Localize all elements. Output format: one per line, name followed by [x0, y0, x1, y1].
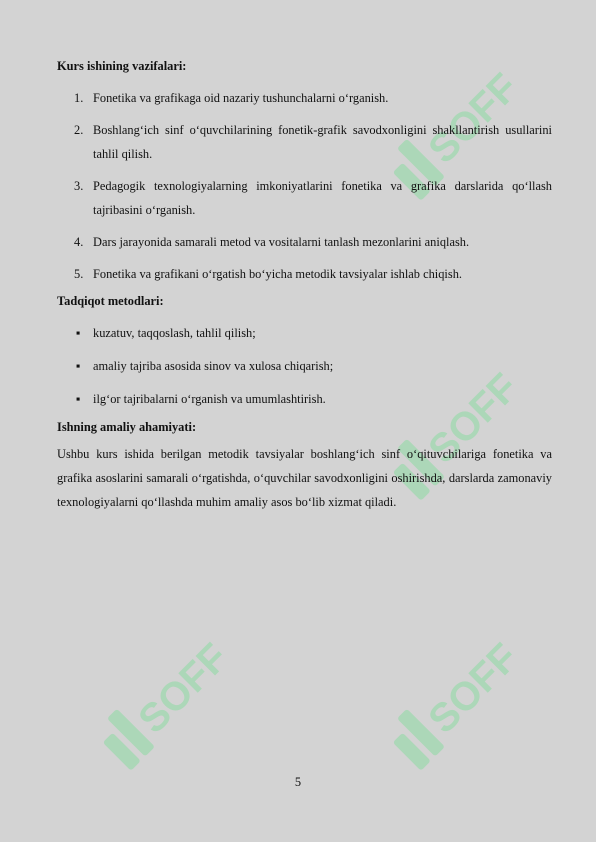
bullet-icon: ▪ — [76, 392, 81, 406]
watermark-text: SOFF — [420, 635, 525, 742]
list-item-text: Fonetika va grafikani o‘rgatish bo‘yicha metodik tavsiyalar ishlab chiqish. — [93, 267, 462, 281]
tasks-list — [57, 86, 552, 286]
list-item-text: ilg‘or tajribalarni o‘rganish va umumlashtirish. — [93, 392, 326, 406]
list-item — [57, 174, 552, 222]
page-number: 5 — [294, 775, 302, 789]
list-item — [57, 262, 552, 286]
list-number: 4. — [74, 235, 84, 249]
list-number: 5. — [74, 267, 84, 281]
list-item — [57, 354, 552, 378]
list-item-text: amaliy tajriba asosida sinov va xulosa chiqarish; — [93, 359, 334, 373]
significance-paragraph: Ushbu kurs ishida berilgan metodik tavsiyalar boshlang‘ich sinf o‘qituvchilariga fonetika va grafika asoslarini samarali o‘rgatishda, o‘quvchilar savodxonligini oshirishda, darslarda zamonaviy texnologiyalarni qo‘llashda muhim amaliy asos bo‘lib xizmat qiladi. — [57, 447, 552, 509]
list-item — [57, 118, 552, 166]
list-item-text: Boshlang‘ich sinf o‘quvchilarining fonetik-grafik savodxonligini shakllantirish usullarini tahlil qilish. — [93, 123, 552, 161]
page-content — [57, 57, 552, 514]
list-item-text: Dars jarayonida samarali metod va vositalarni tanlash mezonlarini aniqlash. — [93, 235, 470, 249]
list-item — [57, 321, 552, 345]
list-number: 1. — [74, 91, 84, 105]
section-heading-significance: Ishning amaliy ahamiyati: — [57, 420, 197, 434]
watermark-text: SOFF — [130, 635, 235, 742]
section-heading-methods: Tadqiqot metodlari: — [57, 294, 164, 308]
list-number: 2. — [74, 123, 84, 137]
list-item-text: kuzatuv, taqqoslash, tahlil qilish; — [93, 326, 256, 340]
watermark-text: SOFF — [420, 65, 525, 172]
list-item — [57, 387, 552, 411]
section-heading-tasks: Kurs ishining vazifalari: — [57, 59, 187, 73]
list-number: 3. — [74, 179, 84, 193]
list-item-text: Fonetika va grafikaga oid nazariy tushunchalarni o‘rganish. — [93, 91, 389, 105]
bullet-icon: ▪ — [76, 326, 81, 340]
list-item — [57, 230, 552, 254]
methods-list — [57, 321, 552, 411]
watermark-text: SOFF — [420, 365, 525, 472]
bullet-icon: ▪ — [76, 359, 81, 373]
list-item-text: Pedagogik texnologiyalarning imkoniyatlarini fonetika va grafika darslarida qo‘llash tajribasini o‘rganish. — [93, 179, 552, 217]
list-item — [57, 86, 552, 110]
